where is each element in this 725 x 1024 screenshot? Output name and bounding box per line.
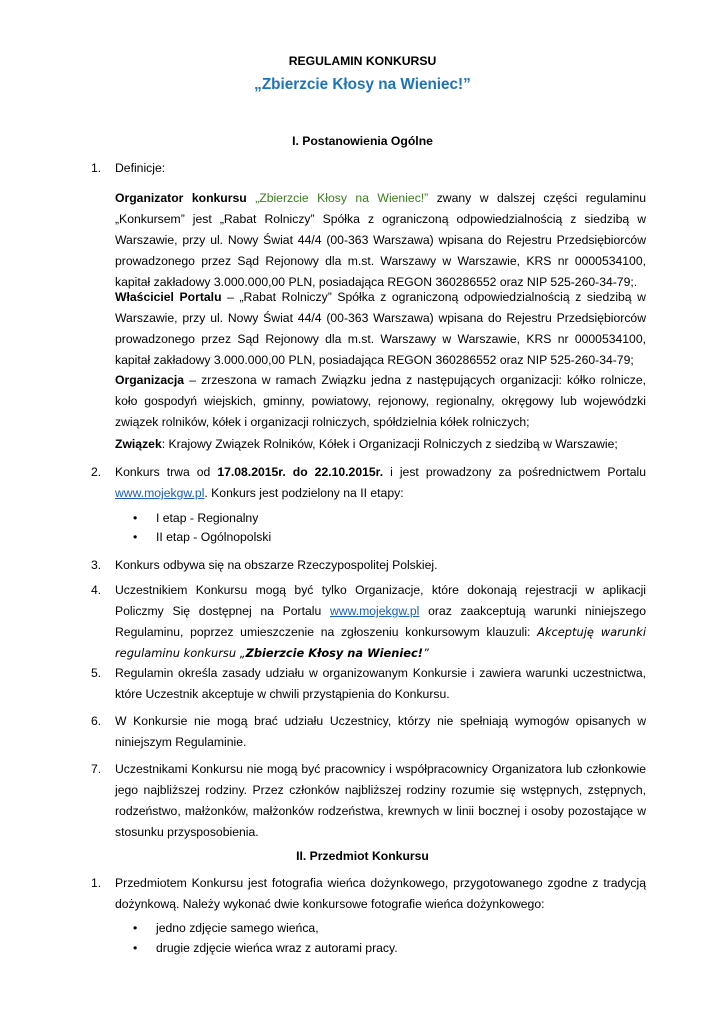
list-number: 1. [91, 876, 102, 890]
employee-exclusion: Uczestnikami Konkursu nie mogą być pracownicy i współpracownicy Organizatora lub członkowie jego najbliższej rodziny. Przez członków najbliższej rodziny rozumie się wstępnych, zstępnych, rodzeństwo, małżonków, małżonków rodzeństwa, krewnych w linii bocznej i osoby pozostające w stosunku przysposobienia. [115, 762, 646, 839]
list-item: II etap - Ogólnopolski [156, 530, 272, 544]
definition-organizator [115, 188, 646, 293]
duration-text: Konkurs trwa od [115, 465, 218, 479]
contest-territory: Konkurs odbywa się na obszarze Rzeczypospolitej Polskiej. [115, 558, 438, 572]
bullet-icon: • [133, 921, 138, 935]
bullet-icon: • [133, 511, 138, 525]
list-number: 4. [91, 583, 102, 597]
section-heading-subject: II. Przedmiot Konkursu [296, 849, 429, 863]
contest-name-inline: „Zbierzcie Kłosy na Wieniec!” [255, 191, 429, 205]
list-number: 6. [91, 714, 102, 728]
acceptance-clause-contest: Zbierzcie Kłosy na Wieniec! [245, 646, 423, 660]
term-wlasciciel: Właściciel Portalu [115, 290, 222, 304]
bullet-icon: • [133, 941, 138, 955]
definition-zwiazek [115, 434, 646, 455]
definition-organizacja [115, 370, 646, 433]
definition-wlasciciel [115, 287, 646, 371]
term-organizator: Organizator konkursu [115, 191, 247, 205]
duration-text: i jest prowadzony za pośrednictwem Portalu [383, 465, 646, 479]
portal-link[interactable]: www.mojekgw.pl [329, 604, 420, 618]
acceptance-clause-end: ” [422, 646, 429, 660]
section-heading-general: I. Postanowienia Ogólne [292, 134, 433, 148]
list-number: 3. [91, 558, 102, 572]
list-item: jedno zdjęcie samego wieńca, [156, 921, 319, 935]
contest-name: „Zbierzcie Kłosy na Wieniec!” [254, 76, 471, 93]
date-from: 17.08.2015r. [217, 465, 286, 479]
acceptance-clause: Akceptuję warunki regulaminu konkursu „ [115, 625, 646, 660]
rule-text: Uczestnikiem Konkursu mogą być tylko Organizacje, które dokonają rejestracji w aplikacji Policzmy Się dostępnej na Portalu [115, 583, 646, 618]
list-number: 7. [91, 762, 102, 776]
term-zwiazek: Związek [115, 437, 162, 451]
date-to: 22.10.2015r. [314, 465, 384, 479]
date-separator: do [285, 465, 315, 479]
list-item: drugie zdjęcie wieńca wraz z autorami pracy. [156, 941, 398, 955]
rule-text: oraz zaakceptują warunki niniejszego Regulaminu, poprzez umieszczenie na zgłoszeniu konkursowym klauzuli: [115, 604, 646, 639]
portal-link[interactable]: www.mojekgw.pl [115, 486, 205, 500]
exclusion-rule: W Konkursie nie mogą brać udziału Uczestnicy, którzy nie spełniają wymogów opisanych w niniejszym Regulaminie. [115, 714, 646, 749]
contest-subject: Przedmiotem Konkursu jest fotografia wieńca dożynkowego, przygotowanego zgodne z tradycją dożynkową. Należy wykonać dwie konkursowe fotografie wieńca dożynkowego: [115, 876, 646, 911]
list-number: 2. [91, 465, 102, 479]
list-item: I etap - Regionalny [156, 511, 259, 525]
regulation-scope: Regulamin określa zasady udziału w organizowanym Konkursie i zawiera warunki uczestnictwa, które Uczestnik akceptuje w chwili przystąpienia do Konkursu. [115, 666, 646, 701]
definitions-label: Definicje: [115, 161, 166, 175]
duration-text: . Konkurs jest podzielony na II etapy: [204, 486, 404, 500]
bullet-icon: • [133, 530, 138, 544]
contest-duration [115, 462, 646, 504]
definition-text: zwany w dalszej części regulaminu „Konkursem” jest „Rabat Rolniczy” Spółka z ograniczoną odpowiedzialnością z siedzibą w Warszawie, przy ul. Nowy Świat 44/4 (00-363 Warszawa) wpisana do Rejestru Przedsiębiorców prowadzonego przez Sąd Rejonowy dla m.st. Warszawy w Warszawie, KRS nr 0000534100, kapitał zakładowy 3.000.000,00 PLN, posiadająca REGON 360286552 oraz NIP 525-260-34-79;. [115, 191, 646, 289]
list-number: 5. [91, 666, 102, 680]
definition-text: : Krajowy Związek Rolników, Kółek i Organizacji Rolniczych z siedzibą w Warszawie; [161, 437, 618, 451]
definition-text: – „Rabat Rolniczy” Spółka z ograniczoną odpowiedzialnością z siedzibą w Warszawie, przy ul. Nowy Świat 44/4 (00-363 Warszawa) wpisana do Rejestru Przedsiębiorców prowadzonego przez Sąd Rejonowy dla m.st. Warszawy w Warszawie, KRS nr 0000534100, kapitał zakładowy 3.000.000,00 PLN, posiadająca REGON 360286552 oraz NIP 525-260-34-79; [115, 290, 646, 367]
participant-rule [115, 580, 646, 664]
document-title: REGULAMIN KONKURSU [288, 54, 437, 68]
term-organizacja: Organizacja [115, 373, 185, 387]
definition-text: – zrzeszona w ramach Związku jedna z następujących organizacji: kółko rolnicze, koło gospodyń wiejskich, gminny, powiatowy, rejonowy, regionalny, okręgowy lub wojewódzki związek rolników, kółek i organizacji rolniczych, spółdzielnia kółek rolniczych; [115, 373, 646, 429]
list-number: 1. [91, 161, 102, 175]
